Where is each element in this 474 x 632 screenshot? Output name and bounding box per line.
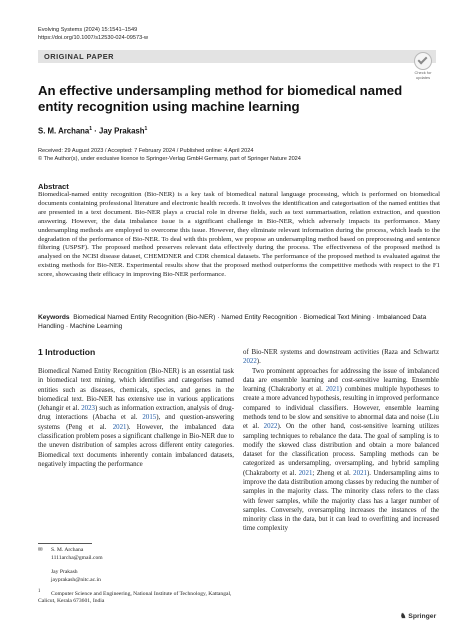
abstract-text: Biomedical-named entity recognition (Bio-NER) is a key task of biomedical natural language processing, which is performed on biomedical documents containing professional literature and electronic health records. It involves the identification and categorisation of the named entities that are presented in a text document. Bio-NER plays a crucial role in diverse fields, such as text summarisation, relation extraction, and question answering. However, the data imbalance issue is a significant challenge in Bio-NER, which adversely impacts its performance. Many undersampling methods are employed to overcome this issue. However, they eliminate relevant information during the process, which leads to the degradation of the performance of Bio-NER. To deal with this problem, we propose an undersampling method based on preprocessing and sentence filtering (USPSF). The proposed method preserves relevant data effectively during the process. The effectiveness of the proposed method is analysed on the NCBI disease dataset, CHEMDNER and CDR chemical datasets. The performance of the proposed method is evaluated against the existing methods for Bio-NER. Experimental results show that the proposed method outperforms the competitive methods with respect to the F1 score, showcasing their efficacy in improving Bio-NER performance. bbox=[38, 191, 440, 279]
badge-label: ORIGINAL PAPER bbox=[44, 52, 114, 61]
keywords-label: Keywords bbox=[38, 314, 70, 321]
citation-link[interactable]: 2021 bbox=[298, 469, 313, 477]
publisher-logo bbox=[400, 612, 436, 620]
article-type-badge bbox=[38, 50, 436, 63]
publisher-name: Springer bbox=[408, 613, 437, 620]
paragraph: Biomedical Named Entity Recognition (Bio-NER) is an essential task in biomedical text mining, which identifies and categorises named entities such as diseases, chemicals, species, and genes in the biomedical text. Bio-NER has extensive use in various applications (Jehangir et al. 2023) such as information extraction, analysis of drug-drug interactions (Abacha et al. 2015), and question-answering systems (Peng et al. 2021). However, the imbalanced data classification problem poses a significant challenge in Bio-NER due to the uneven distribution of samples across different entity categories. Biomedical text documents inherently contain imbalanced datasets, negatively impacting the performance bbox=[38, 368, 234, 468]
citation-link[interactable]: 2022 bbox=[243, 358, 257, 366]
affiliation-text: Computer Science and Engineering, National Institute of Technology, Kattangal, Calicut, Kerala 673601, India bbox=[38, 590, 232, 605]
citation-link[interactable]: 2021 bbox=[112, 423, 127, 431]
publication-dates bbox=[38, 147, 301, 163]
doi-link[interactable]: https://doi.org/10.1007/s12530-024-09573-w bbox=[38, 35, 149, 41]
citation-link[interactable]: 2021 bbox=[325, 386, 340, 394]
paper-title: An effective undersampling method for biomedical named entity recognition using machine learning bbox=[38, 83, 403, 114]
paragraph: Two prominent approaches for addressing the issue of imbalanced data are ensemble learning and cost-sensitive learning. Ensemble learning (Chakraborty et al. 2021) combines multiple hypotheses to create a more advanced hypothesis, resulting in improved performance compared to individual classifiers. However, ensemble learning methods tend to be slow and sensitive to abnormal data and noise (Liu et al. 2022). On the other hand, cost-sensitive learning utilizes sampling techniques to rebalance the data. The goal of sampling is to modify the skewed class distribution and obtain a more balanced dataset for the classification process. Sampling methods can be categorized as undersampling, oversampling, and hybrid sampling (Chakraborty et al. 2021; Zheng et al. 2021). Undersampling aims to improve the data distribution among classes by reducing the number of samples in the majority class. The minority class refers to the class with fewer samples, while the majority class has a larger number of samples. Conversely, oversampling increases the instances of the minority class in the data, but it can lead to overfitting and increased time complexity bbox=[243, 367, 440, 533]
footnote-author-name: Jay Prakash bbox=[51, 569, 78, 575]
affiliation-footnote bbox=[38, 588, 238, 606]
check-updates-icon bbox=[414, 52, 432, 70]
footnote-author-name: S. M. Archana bbox=[51, 547, 84, 553]
section-heading-introduction: 1 Introduction bbox=[38, 347, 96, 357]
author-email[interactable]: 1111archa@gmail.com bbox=[51, 554, 103, 561]
springer-horse-icon: ♞ bbox=[400, 613, 407, 620]
correspondence-author-2 bbox=[38, 569, 101, 584]
journal-header bbox=[38, 26, 148, 42]
citation-link[interactable]: 2023 bbox=[81, 405, 95, 413]
affiliation-number: 1 bbox=[38, 589, 41, 594]
author-affiliation-mark: 1 bbox=[89, 126, 93, 132]
correspondence-author-1 bbox=[38, 547, 103, 562]
citation-link[interactable]: 2015 bbox=[142, 414, 157, 422]
author-list bbox=[38, 126, 147, 136]
author-separator: · bbox=[92, 126, 99, 136]
author-name[interactable]: S. M. Archana bbox=[38, 126, 90, 136]
keywords-list: Biomedical Named Entity Recognition (Bio-NER) · Named Entity Recognition · Biomedical Text Mining · Imbalanced Data Handling · Machine Learning bbox=[38, 314, 427, 330]
footnote-divider bbox=[38, 543, 92, 544]
citation-link[interactable]: 2021 bbox=[353, 469, 367, 477]
author-email[interactable]: jayprakash@nitc.ac.in bbox=[51, 576, 101, 583]
author-name[interactable]: Jay Prakash bbox=[99, 126, 145, 136]
citation-link[interactable]: 2022 bbox=[263, 423, 278, 431]
abstract-heading: Abstract bbox=[38, 182, 69, 191]
keywords bbox=[38, 313, 438, 331]
body-column-left bbox=[38, 367, 234, 469]
check-updates-label: Check for updates bbox=[414, 70, 432, 80]
received-accepted-dates: Received: 29 August 2023 / Accepted: 7 February 2024 / Published online: 4 April 2024 bbox=[38, 148, 254, 154]
check-for-updates-button[interactable] bbox=[411, 52, 435, 80]
body-column-right bbox=[243, 348, 439, 534]
paragraph: of Bio-NER systems and downstream activities (Raza and Schwartz 2022). bbox=[243, 349, 439, 366]
journal-citation: Evolving Systems (2024) 15:1541–1549 bbox=[38, 27, 138, 33]
envelope-icon: ✉ bbox=[38, 547, 43, 553]
author-affiliation-mark: 1 bbox=[144, 126, 148, 132]
copyright-notice: © The Author(s), under exclusive licence to Springer-Verlag GmbH Germany, part of Springer Nature 2024 bbox=[38, 156, 301, 162]
